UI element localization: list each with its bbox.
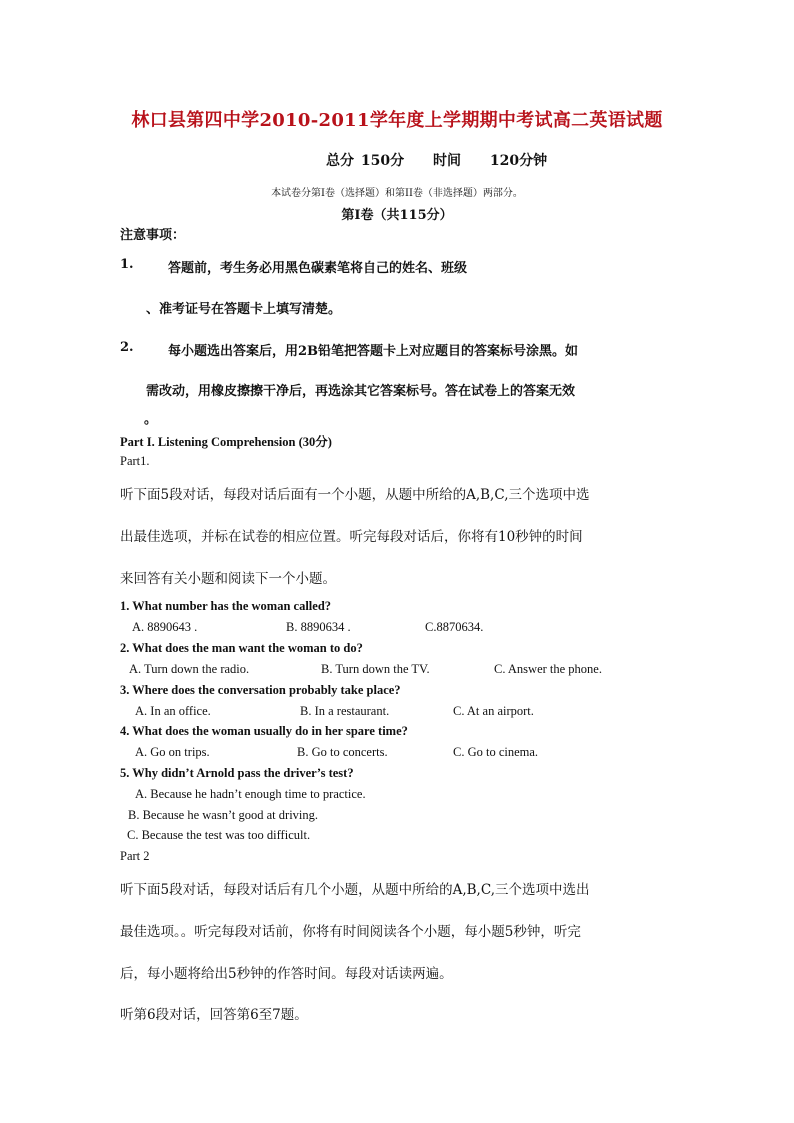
notice-item-1-line-1: 答题前，考生务必用黑色碳素笔将自己的姓名、班级 [168,261,468,276]
question-4: 4. What does the woman usually do in her spare time? [120,724,408,738]
section-title: Part I. Listening Comprehension (30分) [120,435,332,449]
part2-label: Part 2 [120,849,150,863]
part2-instruction-line: 听第6段对话，回答第6至7题。 [120,1007,308,1023]
part2-instruction-line: 最佳选项。。听完每段对话前，你将有时间阅读各个小题，每小题5秒钟，听完 [120,924,581,940]
question-1-option-b: B. 8890634 . [286,620,351,634]
question-2-option-a: A. Turn down the radio. [129,662,250,676]
part1-instruction-line: 来回答有关小题和阅读下一个小题。 [120,571,336,587]
question-5: 5. Why didn’t Arnold pass the driver’s test? [120,766,354,780]
question-3-option-a: A. In an office. [135,704,211,718]
question-1-option-c: C.8870634. [425,620,484,634]
question-5-option-b: B. Because he wasn’t good at driving. [128,808,319,822]
question-2: 2. What does the man want the woman to do? [120,641,363,655]
part2-instruction-line: 后，每小题将给出5秒钟的作答时间。每段对话读两遍。 [120,966,453,982]
time-label: 时间 [432,153,461,169]
exam-title: 林口县第四中学2010-2011学年度上学期期中考试高二英语试题 [131,110,663,131]
time-value: 120分钟 [489,153,548,169]
part1-instruction-line: 出最佳选项，并标在试卷的相应位置。听完每段对话后，你将有10秒钟的时间 [120,529,583,545]
notice-item-2-number: 2. [120,340,134,355]
part2-instruction-line: 听下面5段对话，每段对话后有几个小题，从题中所给的A,B,C,三个选项中选出 [120,882,590,898]
part1-label: Part1. [120,454,150,468]
question-1-option-a: A. 8890643 . [132,620,198,634]
question-2-option-c: C. Answer the phone. [494,662,602,676]
question-4-option-c: C. Go to cinema. [453,745,539,759]
notice-heading: 注意事项： [120,228,186,243]
notice-item-1-line-2: 、准考证号在答题卡上填写清楚。 [146,302,342,317]
notice-item-1-number: 1. [120,257,134,272]
question-1: 1. What number has the woman called? [120,599,332,613]
notice-item-2-line-3: 。 [144,412,158,427]
question-3: 3. Where does the conversation probably take place? [120,683,401,697]
question-3-option-b: B. In a restaurant. [300,704,390,718]
notice-item-2-line-1: 每小题选出答案后，用2B铅笔把答题卡上对应题目的答案标号涂黑。如 [168,344,579,359]
part1-instruction-line: 听下面5段对话，每段对话后面有一个小题，从题中所给的A,B,C,三个选项中选 [120,487,590,503]
question-2-option-b: B. Turn down the TV. [321,662,430,676]
question-4-option-b: B. Go to concerts. [297,745,388,759]
notice-item-2-line-2: 需改动，用橡皮擦擦干净后，再选涂其它答案标号。答在试卷上的答案无效 [146,384,576,399]
structure-note: 本试卷分第I卷（选择题）和第II卷（非选择题）两部分。 [271,188,523,199]
score-total: 总分 150分 [326,153,405,169]
volume-title: 第I卷（共115分） [341,208,453,223]
question-3-option-c: C. At an airport. [453,704,534,718]
question-4-option-a: A. Go on trips. [135,745,210,759]
question-5-option-a: A. Because he hadn’t enough time to practice. [135,787,366,801]
question-5-option-c: C. Because the test was too difficult. [127,828,311,842]
score-time-line [326,150,569,170]
